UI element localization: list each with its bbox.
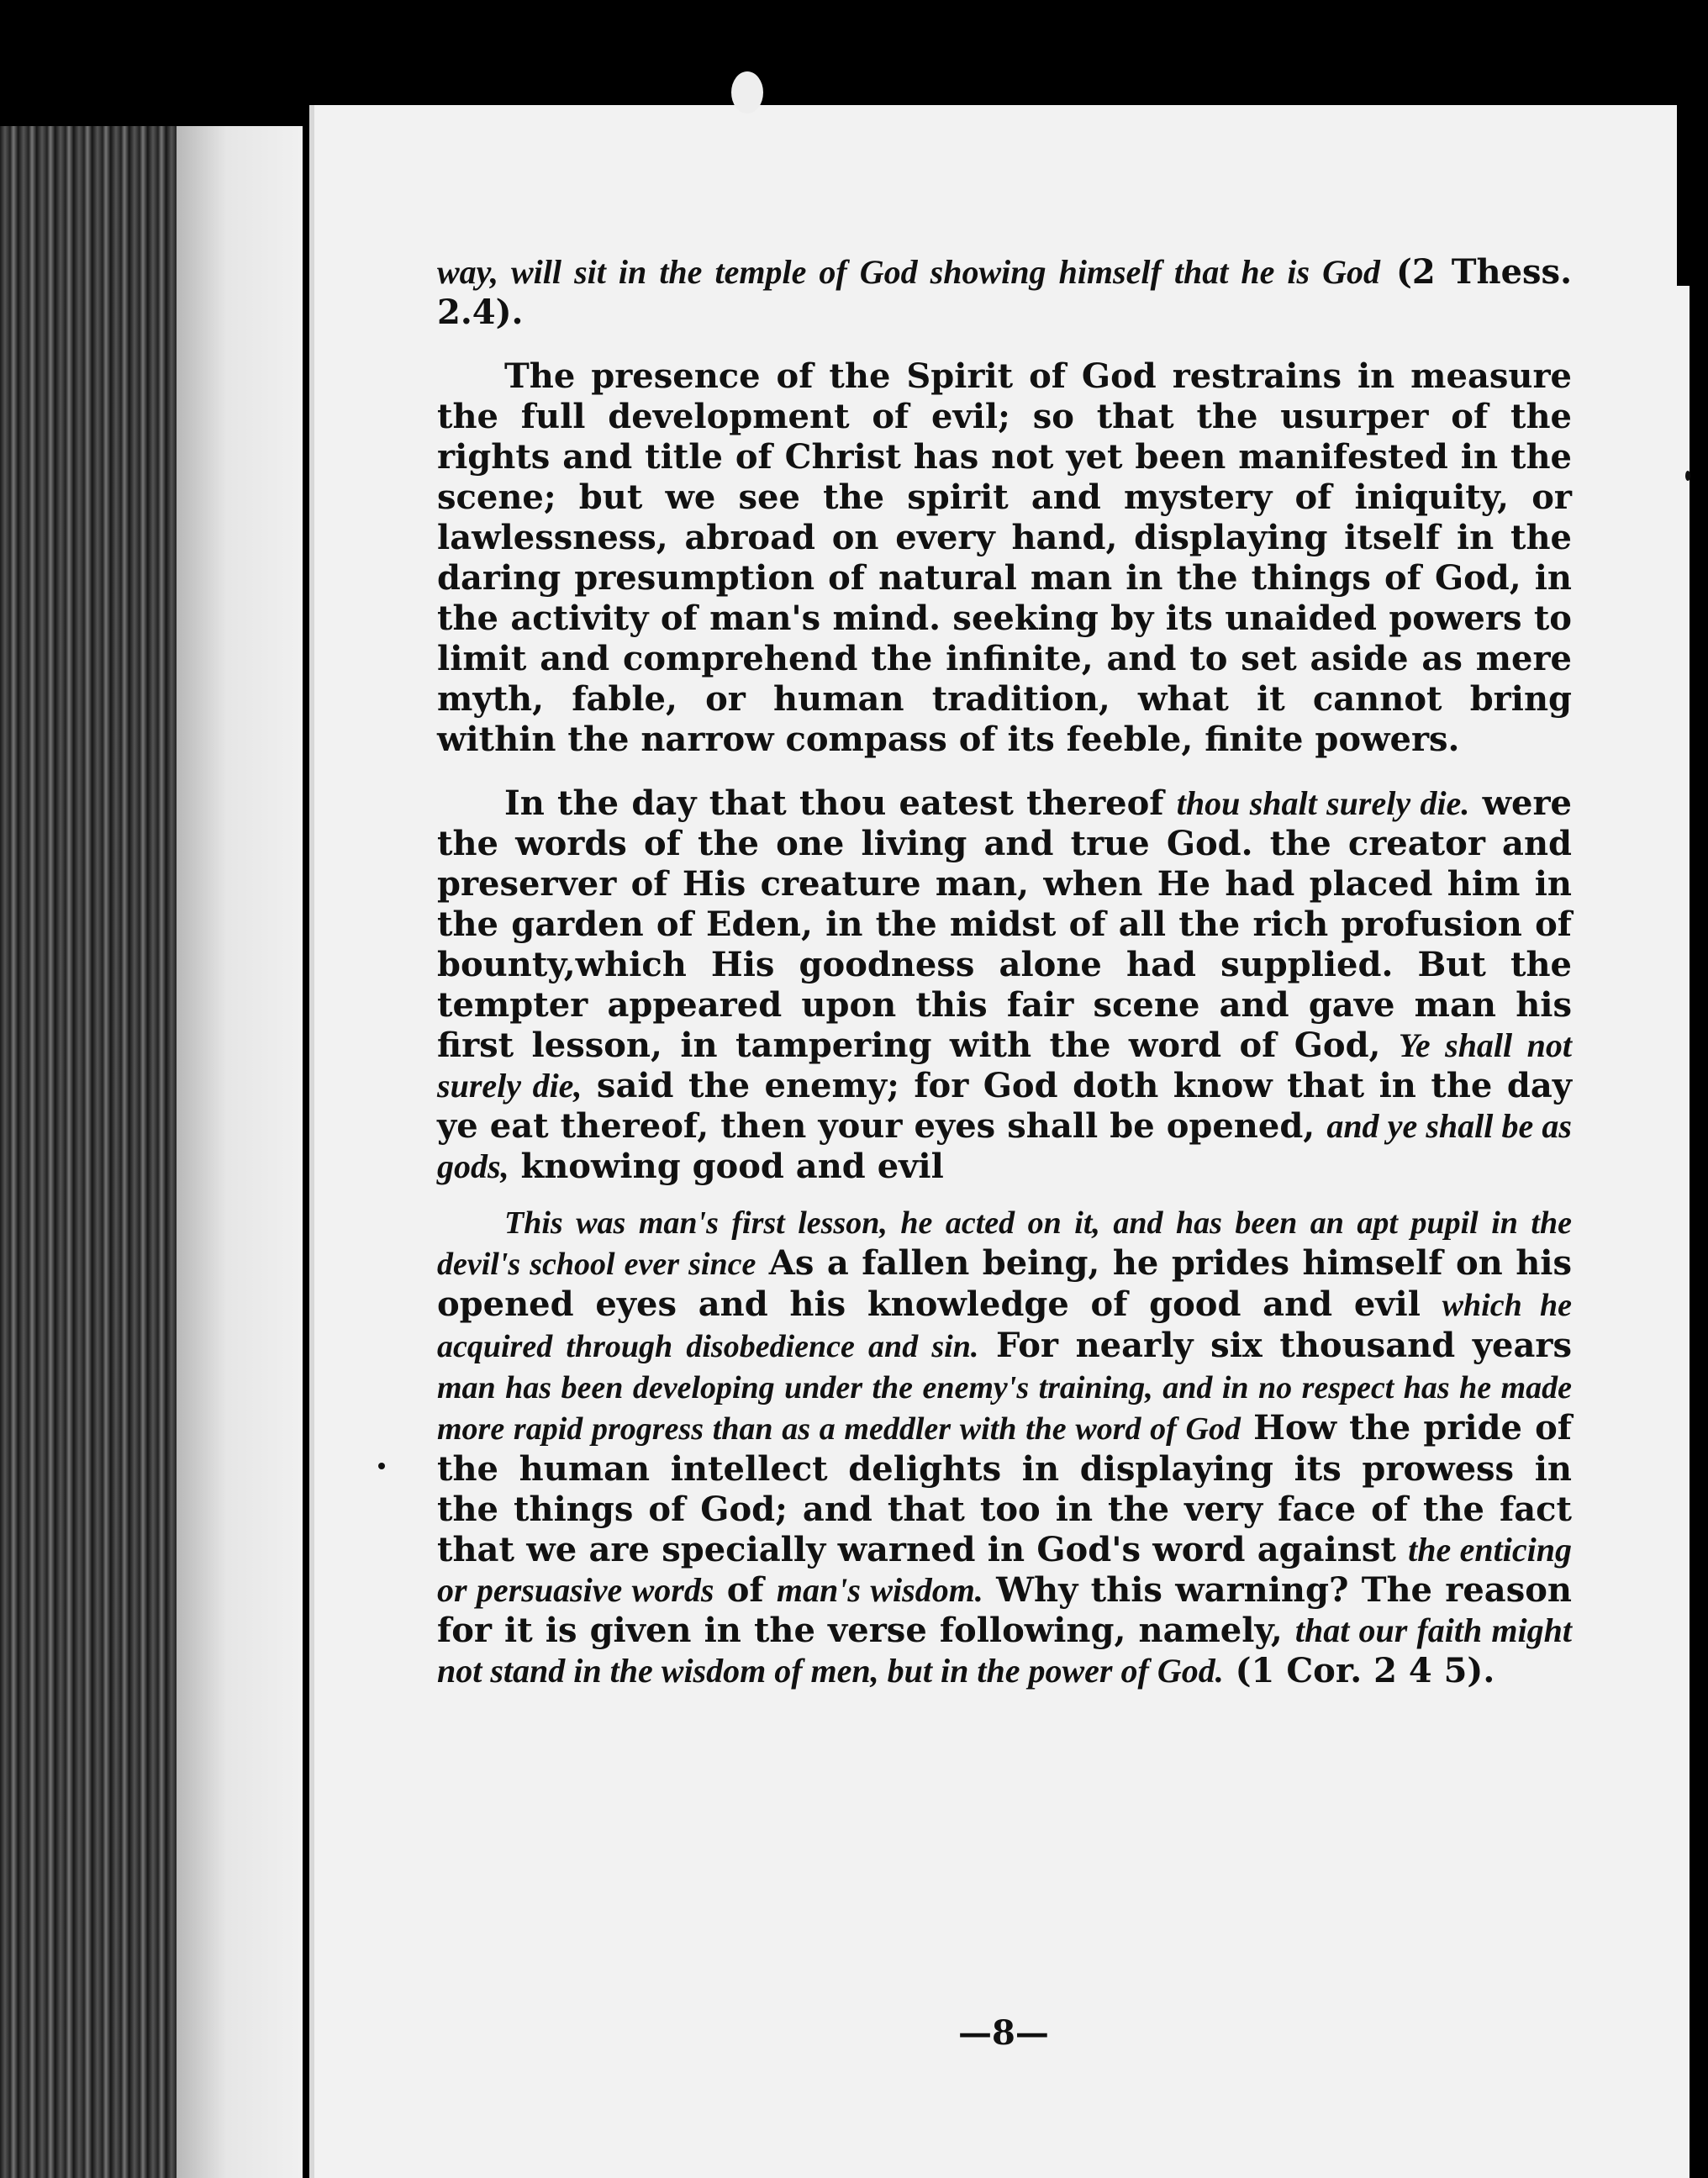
citation: (2 Thess. 2.4). xyxy=(437,252,1572,332)
italic-text: way, will sit in the temple of God showing himself that he is God xyxy=(437,253,1381,291)
left-page-edge xyxy=(177,126,303,2178)
page-body xyxy=(437,252,1572,1715)
italic-text: and ye shall be as gods, xyxy=(437,1107,1572,1185)
text-run: knowing good and evil xyxy=(509,1147,944,1186)
paragraph-4 xyxy=(437,1202,1572,1691)
text-run: In the day that thou eatest thereof xyxy=(504,783,1177,823)
paragraph-3 xyxy=(437,783,1572,1187)
text-run: of xyxy=(714,1570,777,1610)
book-spine xyxy=(0,126,193,2178)
ink-speck xyxy=(731,71,763,113)
text-run: said the enemy; for God doth know that in the day ye eat thereof, then your eyes shall be opened, xyxy=(437,1066,1572,1146)
italic-text: thou shalt surely die. xyxy=(1176,784,1470,822)
italic-text: This was man's first lesson, he acted on it, and has been an apt pupil in the devil's school ever since xyxy=(437,1205,1572,1282)
text-run: Why this warning? The reason for it is given in the verse following, namely, xyxy=(437,1570,1573,1650)
paragraph-2: The presence of the Spirit of God restrains in measure the full development of evil; so that the usurper of the rights and title of Christ has not yet been manifested in the scene; but we see the spirit and mystery of iniquity, or lawlessness, abroad on every hand, displaying itself in the daring presumption of natural man in the things of God, in the activity of man's mind. seeking by its unaided powers to limit and comprehend the infinite, and to set aside as mere myth, fable, or human tradition, what it cannot bring within the narrow compass of its feeble, finite powers. xyxy=(437,356,1572,759)
italic-text: the enticing or persuasive words xyxy=(437,1531,1572,1609)
paragraph-1 xyxy=(437,252,1572,333)
right-page-edge xyxy=(1677,101,1708,286)
text-run: As a fallen being, he prides himself on his opened eyes and his knowledge of good and evil xyxy=(437,1243,1572,1324)
text-run: For nearly six thousand years xyxy=(978,1326,1572,1365)
italic-text: man's wisdom. xyxy=(776,1571,983,1609)
ink-speck xyxy=(378,1463,385,1469)
ink-speck xyxy=(1685,471,1690,481)
italic-text: that our faith might not stand in the wisdom of men, but in the power of God. xyxy=(437,1611,1572,1690)
italic-text: Ye shall not surely die, xyxy=(437,1026,1573,1105)
italic-text: man has been developing under the enemy's training, and in no respect has he made more rapid progress than as a meddler with the word of God xyxy=(437,1370,1572,1447)
text-run: (1 Cor. 2 4 5). xyxy=(1223,1651,1495,1690)
text-run: were the words of the one living and true God. the creator and preserver of His creature man, when He had placed him in the garden of Eden, in the midst of all the rich profusion of bounty,which His goodness alone had supplied. But the tempter appeared upon this fair scene and gave man his first lesson, in tampering with the word of God, xyxy=(437,783,1573,1065)
text-run: How the pride of the human intellect delights in displaying its prowess in the things of God; and that too in the very face of the fact that we are specially warned in God's word against xyxy=(437,1408,1572,1569)
page-number: —8— xyxy=(958,2013,1049,2053)
italic-text: which he acquired through disobedience and sin. xyxy=(437,1288,1573,1364)
